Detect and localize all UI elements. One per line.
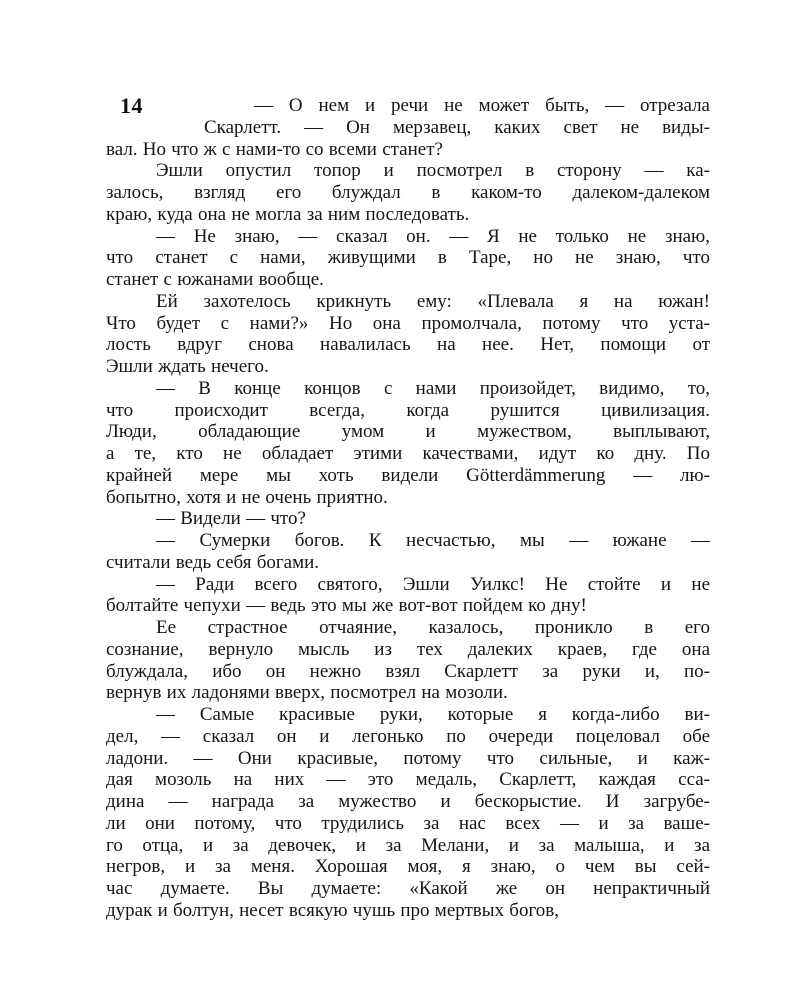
paragraph — [106, 508, 710, 530]
text-line: сознание, вернуло мысль из тех далеких краев, где она — [106, 638, 710, 660]
paragraph — [106, 617, 710, 704]
paragraph — [106, 160, 710, 225]
paragraph — [106, 95, 710, 160]
paragraph — [106, 291, 710, 378]
text-line: ли они потому, что трудились за нас всех — и за ваше- — [106, 812, 710, 834]
text-line: что происходит всегда, когда рушится цивилизация. — [106, 399, 710, 421]
text-line: Люди, обладающие умом и мужеством, выплывают, — [106, 421, 710, 443]
text-line: дел, — сказал он и легонько по очереди поцеловал обе — [106, 725, 710, 747]
paragraph — [106, 574, 710, 618]
text-line: Эшли ждать нечего. — [106, 356, 269, 377]
text-line: крайней мере мы хоть видели Götterdämmerung — лю- — [106, 464, 710, 486]
text-line: бопытно, хотя и не очень приятно. — [106, 486, 388, 508]
text-line: краю, куда она не могла за ним последовать. — [106, 203, 470, 225]
text-line: вернув их ладонями вверх, посмотрел на мозоли. — [106, 682, 508, 704]
text-line: — О нем и речи не может быть, — отрезала — [254, 95, 710, 116]
text-line: — Самые красивые руки, которые я когда-либо ви- — [156, 704, 710, 725]
text-line: Ее страстное отчаяние, казалось, проникло в его — [156, 617, 710, 638]
text-line: Эшли опустил топор и посмотрел в сторону — ка- — [156, 160, 710, 182]
text-line: блуждала, ибо он нежно взял Скарлетт за руки и, по- — [106, 660, 710, 682]
text-line: считали ведь себя богами. — [106, 551, 320, 573]
paragraph — [106, 530, 710, 574]
text-line: вал. Но что ж с нами-то со всеми станет? — [106, 138, 443, 160]
text-line: станет с южанами вообще. — [106, 269, 324, 290]
text-line: болтайте чепухи — ведь это мы же вот-вот пойдем ко дну! — [106, 595, 587, 617]
text-line: — Ради всего святого, Эшли Уилкс! Не стойте и не — [156, 573, 710, 595]
text-line: что станет с нами, живущими в Таре, но не знаю, что — [106, 247, 710, 269]
text-line: лость вдруг снова навалилась на нее. Нет, помощи от — [106, 334, 710, 356]
text-line: Что будет с нами?» Но она промолчала, потому что уста- — [106, 312, 710, 334]
paragraph — [106, 378, 710, 509]
text-line: залось, взгляд его блуждал в каком-то далеком-далеком — [106, 182, 710, 203]
text-line: Скарлетт. — Он мерзавец, каких свет не виды- — [204, 116, 710, 138]
text-line: — Видели — что? — [156, 508, 306, 530]
text-line: дая мозоль на них — это медаль, Скарлетт, каждая сса- — [106, 769, 710, 791]
text-line: го отца, и за девочек, и за Мелани, и за малыша, и за — [106, 834, 710, 856]
text-line: — В конце концов с нами произойдет, видимо, то, — [156, 377, 710, 399]
text-line: дина — награда за мужество и бескорыстие. И загрубе- — [106, 791, 710, 812]
text-block — [106, 95, 710, 922]
text-line: Ей захотелось крикнуть ему: «Плевала я на южан! — [156, 290, 710, 312]
text-line: негров, и за меня. Хорошая моя, я знаю, о чем вы сей- — [106, 856, 710, 878]
text-line: — Сумерки богов. К несчастью, мы — южане — — [156, 530, 710, 551]
paragraph — [106, 704, 710, 922]
text-line: час думаете. Вы думаете: «Какой же он непрактичный — [106, 878, 710, 899]
paragraph — [106, 226, 710, 291]
text-line: дурак и болтун, несет всякую чушь про мертвых богов, — [106, 899, 560, 921]
page-number: 14 — [120, 93, 143, 118]
text-line: а те, кто не обладает этими качествами, идут ко дну. По — [106, 443, 710, 464]
text-line: ладони. — Они красивые, потому что сильные, и каж- — [106, 747, 710, 769]
text-line: — Не знаю, — сказал он. — Я не только не знаю, — [156, 225, 710, 247]
